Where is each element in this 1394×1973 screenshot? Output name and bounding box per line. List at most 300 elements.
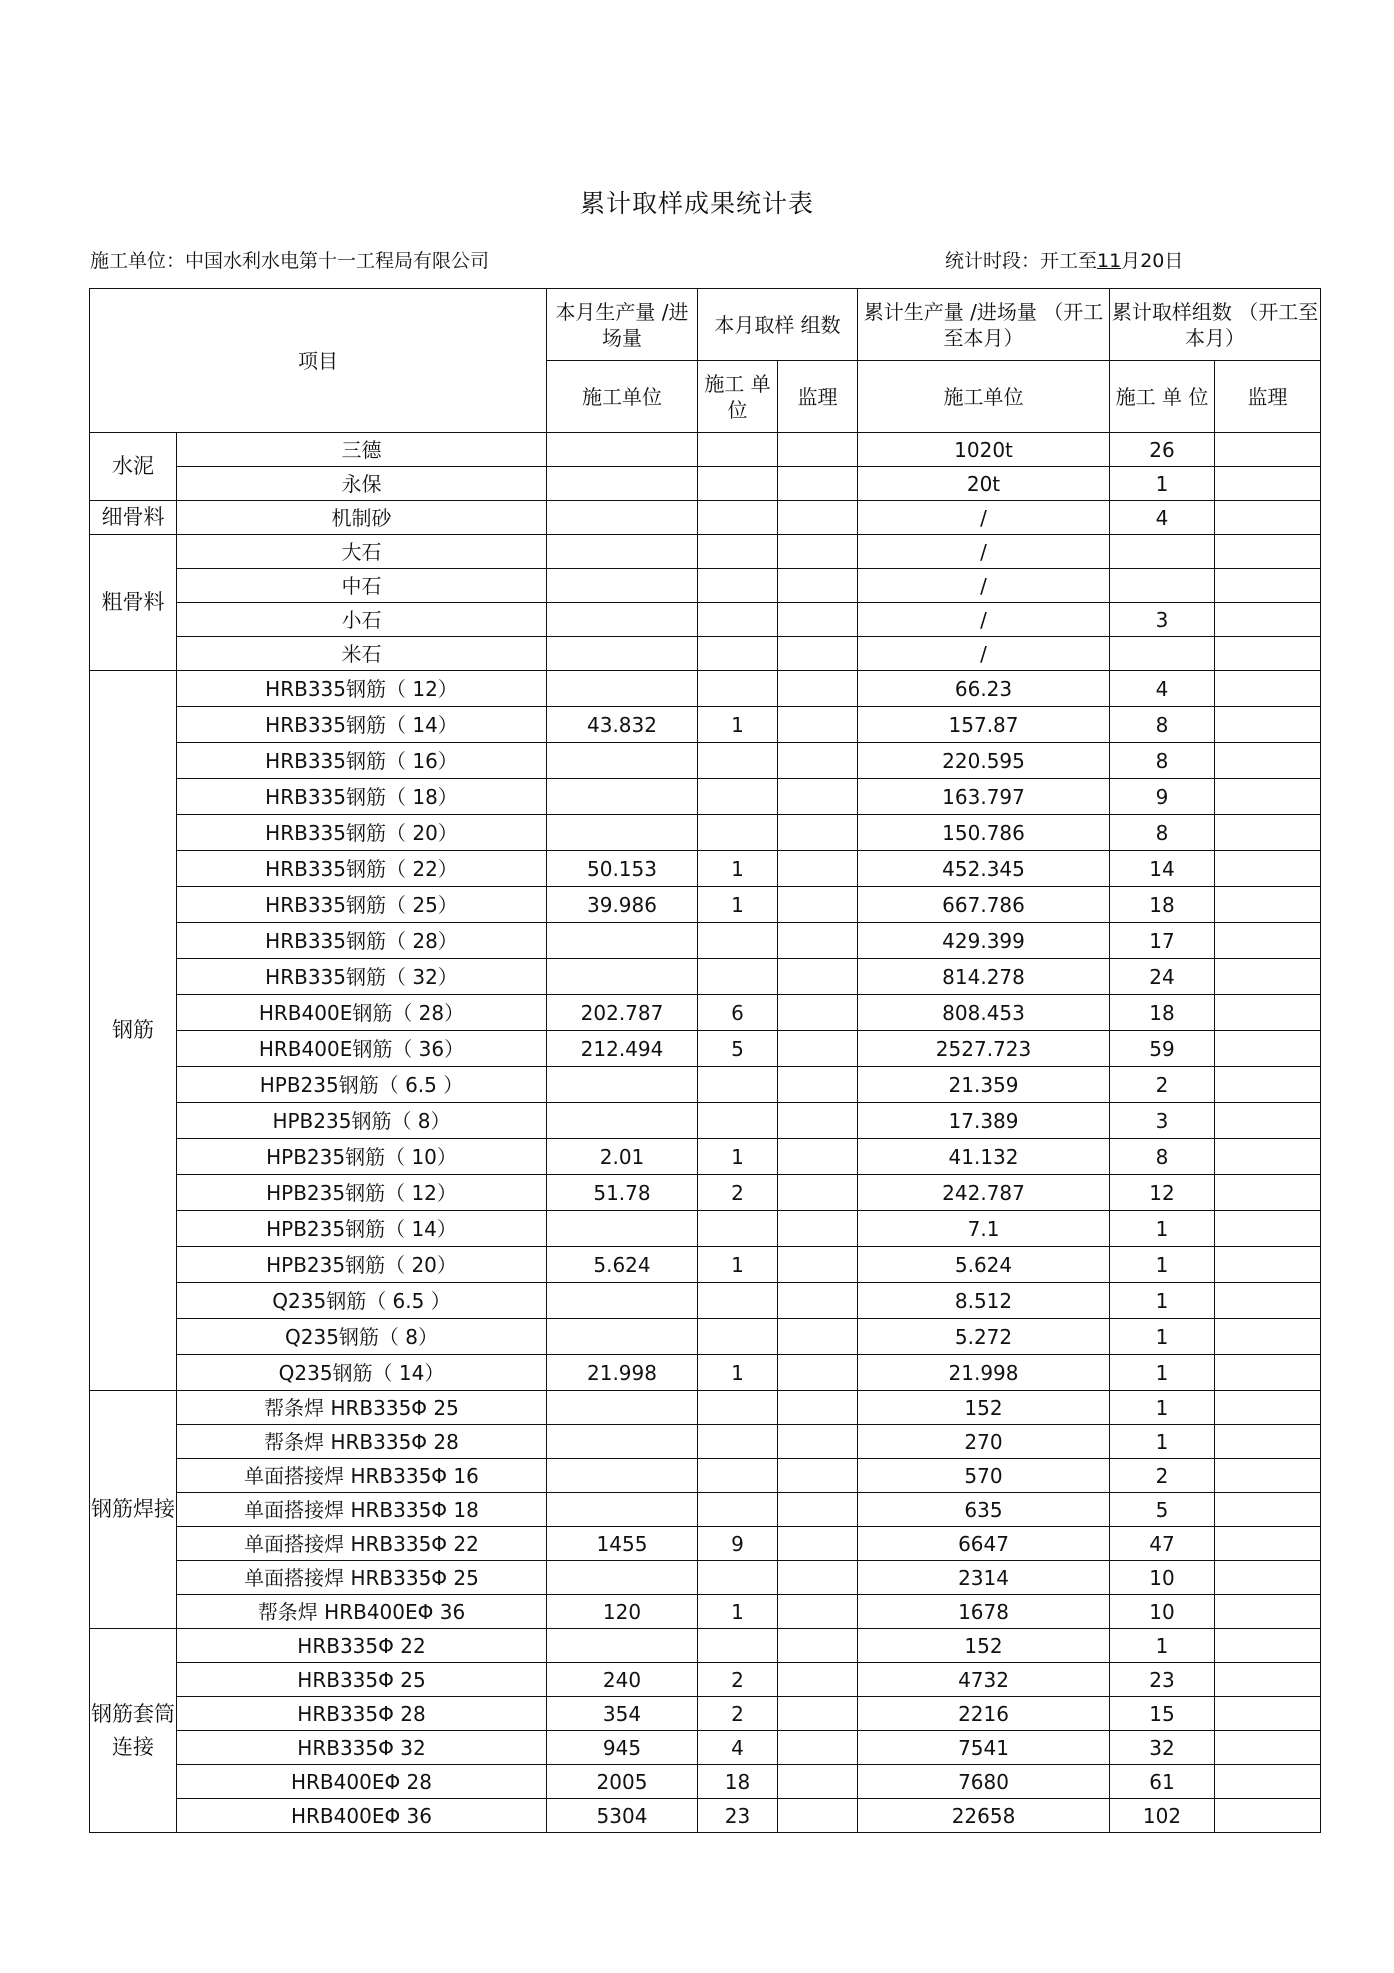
cumulative-samples-supervision-cell: [1215, 887, 1321, 923]
item-cell: 米石: [177, 637, 547, 671]
monthly-samples-construction-cell: 1: [698, 1595, 778, 1629]
monthly-samples-construction-cell: [698, 671, 778, 707]
monthly-samples-construction-cell: 4: [698, 1731, 778, 1765]
cumulative-samples-construction-cell: 8: [1110, 1139, 1215, 1175]
cumulative-samples-construction-cell: 1: [1110, 467, 1215, 501]
monthly-output-cell: 212.494: [547, 1031, 698, 1067]
item-cell: HRB400EΦ 36: [177, 1799, 547, 1833]
header-cumulative-supervision: 监理: [1215, 361, 1321, 433]
monthly-output-cell: [547, 1459, 698, 1493]
group-label: 细骨料: [90, 501, 177, 535]
table-row: [90, 707, 1321, 743]
monthly-samples-supervision-cell: [778, 959, 858, 995]
cumulative-samples-construction-cell: 3: [1110, 1103, 1215, 1139]
cumulative-samples-supervision-cell: [1215, 707, 1321, 743]
cumulative-samples-construction-cell: 9: [1110, 779, 1215, 815]
monthly-samples-supervision-cell: [778, 1103, 858, 1139]
item-cell: HRB335钢筋（ 16）: [177, 743, 547, 779]
monthly-samples-supervision-cell: [778, 1139, 858, 1175]
monthly-samples-supervision-cell: [778, 501, 858, 535]
cumulative-output-cell: 814.278: [858, 959, 1110, 995]
monthly-output-cell: 51.78: [547, 1175, 698, 1211]
monthly-samples-supervision-cell: [778, 603, 858, 637]
cumulative-samples-construction-cell: 1: [1110, 1319, 1215, 1355]
monthly-samples-supervision-cell: [778, 569, 858, 603]
cumulative-output-cell: 2216: [858, 1697, 1110, 1731]
header-monthly-samples-construction-unit: 施工 单位: [698, 361, 778, 433]
cumulative-output-cell: 667.786: [858, 887, 1110, 923]
item-cell: Q235钢筋（ 14）: [177, 1355, 547, 1391]
monthly-samples-construction-cell: [698, 1425, 778, 1459]
cumulative-output-cell: 2527.723: [858, 1031, 1110, 1067]
item-cell: HPB235钢筋（ 10）: [177, 1139, 547, 1175]
monthly-samples-supervision-cell: [778, 1731, 858, 1765]
cumulative-samples-supervision-cell: [1215, 1103, 1321, 1139]
cumulative-output-cell: 152: [858, 1629, 1110, 1663]
item-cell: HRB400E钢筋（ 36）: [177, 1031, 547, 1067]
monthly-samples-construction-cell: [698, 433, 778, 467]
table-row: [90, 1459, 1321, 1493]
cumulative-output-cell: 6647: [858, 1527, 1110, 1561]
cumulative-output-cell: 1020t: [858, 433, 1110, 467]
item-cell: HRB335Φ 28: [177, 1697, 547, 1731]
monthly-samples-construction-cell: [698, 535, 778, 569]
cumulative-samples-construction-cell: 2: [1110, 1459, 1215, 1493]
cumulative-samples-construction-cell: 14: [1110, 851, 1215, 887]
monthly-samples-construction-cell: [698, 923, 778, 959]
table-row: [90, 815, 1321, 851]
monthly-samples-construction-cell: [698, 1211, 778, 1247]
header-monthly-supervision: 监理: [778, 361, 858, 433]
cumulative-output-cell: 22658: [858, 1799, 1110, 1833]
item-cell: HRB335钢筋（ 18）: [177, 779, 547, 815]
cumulative-output-cell: 5.624: [858, 1247, 1110, 1283]
monthly-output-cell: [547, 1391, 698, 1425]
monthly-samples-construction-cell: [698, 1493, 778, 1527]
table-row: [90, 1561, 1321, 1595]
table-row: [90, 1067, 1321, 1103]
monthly-samples-supervision-cell: [778, 1459, 858, 1493]
item-cell: 小石: [177, 603, 547, 637]
cumulative-output-cell: 21.998: [858, 1355, 1110, 1391]
cumulative-samples-construction-cell: 61: [1110, 1765, 1215, 1799]
cumulative-samples-construction-cell: [1110, 535, 1215, 569]
table-row: [90, 637, 1321, 671]
monthly-samples-supervision-cell: [778, 923, 858, 959]
table-row: [90, 501, 1321, 535]
cumulative-samples-construction-cell: 2: [1110, 1067, 1215, 1103]
cumulative-output-cell: 7541: [858, 1731, 1110, 1765]
item-cell: HRB335Φ 25: [177, 1663, 547, 1697]
table-row: [90, 569, 1321, 603]
cumulative-output-cell: /: [858, 501, 1110, 535]
cumulative-samples-construction-cell: 24: [1110, 959, 1215, 995]
cumulative-output-cell: 242.787: [858, 1175, 1110, 1211]
cumulative-samples-supervision-cell: [1215, 1391, 1321, 1425]
cumulative-samples-supervision-cell: [1215, 467, 1321, 501]
cumulative-output-cell: 20t: [858, 467, 1110, 501]
monthly-samples-construction-cell: [698, 501, 778, 535]
item-cell: 中石: [177, 569, 547, 603]
item-cell: Q235钢筋（ 8）: [177, 1319, 547, 1355]
cumulative-output-cell: 220.595: [858, 743, 1110, 779]
monthly-output-cell: 21.998: [547, 1355, 698, 1391]
monthly-samples-construction-cell: 9: [698, 1527, 778, 1561]
item-cell: HRB335Φ 22: [177, 1629, 547, 1663]
monthly-samples-supervision-cell: [778, 1527, 858, 1561]
cumulative-samples-construction-cell: 32: [1110, 1731, 1215, 1765]
monthly-output-cell: [547, 1629, 698, 1663]
group-label: 钢筋套筒连接: [90, 1629, 177, 1833]
cumulative-samples-construction-cell: 15: [1110, 1697, 1215, 1731]
monthly-samples-construction-cell: 2: [698, 1663, 778, 1697]
monthly-output-cell: [547, 535, 698, 569]
table-row: [90, 1355, 1321, 1391]
table-row: [90, 603, 1321, 637]
item-cell: 帮条焊 HRB335Φ 28: [177, 1425, 547, 1459]
construction-unit-label: 施工单位：中国水利水电第十一工程局有限公司: [90, 250, 490, 272]
monthly-samples-construction-cell: [698, 603, 778, 637]
cumulative-samples-supervision-cell: [1215, 1799, 1321, 1833]
monthly-samples-supervision-cell: [778, 887, 858, 923]
monthly-output-cell: 202.787: [547, 995, 698, 1031]
cumulative-output-cell: 157.87: [858, 707, 1110, 743]
cumulative-output-cell: 17.389: [858, 1103, 1110, 1139]
monthly-output-cell: [547, 637, 698, 671]
cumulative-samples-construction-cell: [1110, 569, 1215, 603]
monthly-samples-construction-cell: [698, 1391, 778, 1425]
cumulative-samples-construction-cell: 23: [1110, 1663, 1215, 1697]
cumulative-samples-supervision-cell: [1215, 1595, 1321, 1629]
header-monthly-output: 本月生产量 /进场量: [547, 289, 698, 361]
item-cell: HRB335钢筋（ 28）: [177, 923, 547, 959]
monthly-samples-construction-cell: 1: [698, 887, 778, 923]
item-cell: HRB335钢筋（ 12）: [177, 671, 547, 707]
cumulative-samples-construction-cell: 8: [1110, 815, 1215, 851]
item-cell: HRB335钢筋（ 25）: [177, 887, 547, 923]
monthly-samples-supervision-cell: [778, 707, 858, 743]
cumulative-output-cell: 635: [858, 1493, 1110, 1527]
cumulative-samples-construction-cell: 10: [1110, 1561, 1215, 1595]
monthly-samples-construction-cell: 6: [698, 995, 778, 1031]
cumulative-samples-supervision-cell: [1215, 1731, 1321, 1765]
monthly-samples-supervision-cell: [778, 1493, 858, 1527]
monthly-samples-supervision-cell: [778, 1561, 858, 1595]
cumulative-samples-supervision-cell: [1215, 637, 1321, 671]
cumulative-samples-construction-cell: 4: [1110, 671, 1215, 707]
monthly-output-cell: 2.01: [547, 1139, 698, 1175]
cumulative-samples-supervision-cell: [1215, 1425, 1321, 1459]
cumulative-output-cell: 5.272: [858, 1319, 1110, 1355]
table-row: [90, 1663, 1321, 1697]
item-cell: 单面搭接焊 HRB335Φ 22: [177, 1527, 547, 1561]
cumulative-samples-supervision-cell: [1215, 1629, 1321, 1663]
item-cell: HRB400EΦ 28: [177, 1765, 547, 1799]
item-cell: 帮条焊 HRB335Φ 25: [177, 1391, 547, 1425]
item-cell: HPB235钢筋（ 12）: [177, 1175, 547, 1211]
table-row: [90, 959, 1321, 995]
cumulative-output-cell: 41.132: [858, 1139, 1110, 1175]
item-cell: 大石: [177, 535, 547, 569]
table-row: [90, 1211, 1321, 1247]
cumulative-samples-construction-cell: 4: [1110, 501, 1215, 535]
cumulative-samples-construction-cell: 1: [1110, 1283, 1215, 1319]
header-cumulative-samples-construction-unit: 施工 单 位: [1110, 361, 1215, 433]
monthly-samples-construction-cell: 2: [698, 1175, 778, 1211]
cumulative-samples-construction-cell: 1: [1110, 1425, 1215, 1459]
cumulative-output-cell: /: [858, 603, 1110, 637]
monthly-output-cell: [547, 603, 698, 637]
page-title: 累计取样成果统计表: [579, 189, 814, 218]
period-suffix: 月20日: [1121, 250, 1184, 272]
header-row-1: [90, 289, 1321, 361]
cumulative-samples-supervision-cell: [1215, 1247, 1321, 1283]
monthly-output-cell: [547, 743, 698, 779]
monthly-output-cell: [547, 1283, 698, 1319]
item-cell: 机制砂: [177, 501, 547, 535]
period-month: 11: [1097, 250, 1122, 272]
table-row: [90, 671, 1321, 707]
cumulative-samples-supervision-cell: [1215, 1765, 1321, 1799]
monthly-samples-supervision-cell: [778, 1355, 858, 1391]
cumulative-samples-supervision-cell: [1215, 501, 1321, 535]
table-row: [90, 1031, 1321, 1067]
cumulative-samples-supervision-cell: [1215, 1527, 1321, 1561]
cumulative-samples-construction-cell: 1: [1110, 1355, 1215, 1391]
cumulative-samples-supervision-cell: [1215, 1283, 1321, 1319]
header-monthly-construction-unit: 施工单位: [547, 361, 698, 433]
monthly-samples-supervision-cell: [778, 815, 858, 851]
table-row: [90, 467, 1321, 501]
cumulative-samples-supervision-cell: [1215, 1459, 1321, 1493]
monthly-samples-supervision-cell: [778, 637, 858, 671]
cumulative-samples-supervision-cell: [1215, 1493, 1321, 1527]
cumulative-output-cell: 163.797: [858, 779, 1110, 815]
monthly-samples-construction-cell: 5: [698, 1031, 778, 1067]
item-cell: Q235钢筋（ 6.5 ）: [177, 1283, 547, 1319]
table-row: [90, 1697, 1321, 1731]
monthly-samples-supervision-cell: [778, 1283, 858, 1319]
monthly-output-cell: 5304: [547, 1799, 698, 1833]
header-cumulative-output: 累计生产量 /进场量 （开工至本月）: [858, 289, 1110, 361]
monthly-samples-construction-cell: [698, 467, 778, 501]
cumulative-samples-supervision-cell: [1215, 603, 1321, 637]
cumulative-samples-supervision-cell: [1215, 851, 1321, 887]
table-row: [90, 1595, 1321, 1629]
monthly-output-cell: [547, 433, 698, 467]
monthly-output-cell: [547, 501, 698, 535]
cumulative-samples-supervision-cell: [1215, 1067, 1321, 1103]
monthly-output-cell: [547, 1211, 698, 1247]
monthly-samples-supervision-cell: [778, 1595, 858, 1629]
monthly-output-cell: [547, 1103, 698, 1139]
monthly-samples-construction-cell: 23: [698, 1799, 778, 1833]
period-prefix: 统计时段：开工至: [945, 250, 1098, 272]
table-row: [90, 1391, 1321, 1425]
table-row: [90, 1425, 1321, 1459]
cumulative-samples-supervision-cell: [1215, 1355, 1321, 1391]
cumulative-output-cell: 21.359: [858, 1067, 1110, 1103]
monthly-samples-supervision-cell: [778, 1663, 858, 1697]
table-row: [90, 1175, 1321, 1211]
item-cell: HPB235钢筋（ 20）: [177, 1247, 547, 1283]
monthly-samples-construction-cell: 2: [698, 1697, 778, 1731]
cumulative-samples-construction-cell: 59: [1110, 1031, 1215, 1067]
cumulative-output-cell: 8.512: [858, 1283, 1110, 1319]
cumulative-samples-supervision-cell: [1215, 569, 1321, 603]
statistics-table: [89, 288, 1321, 1833]
monthly-samples-supervision-cell: [778, 1425, 858, 1459]
monthly-samples-construction-cell: [698, 637, 778, 671]
monthly-output-cell: [547, 569, 698, 603]
cumulative-samples-supervision-cell: [1215, 1561, 1321, 1595]
cumulative-samples-supervision-cell: [1215, 959, 1321, 995]
cumulative-samples-construction-cell: 102: [1110, 1799, 1215, 1833]
monthly-output-cell: 240: [547, 1663, 698, 1697]
monthly-samples-construction-cell: [698, 779, 778, 815]
table-row: [90, 1799, 1321, 1833]
group-label: 粗骨料: [90, 535, 177, 671]
cumulative-output-cell: 429.399: [858, 923, 1110, 959]
cumulative-samples-construction-cell: 8: [1110, 707, 1215, 743]
table-row: [90, 743, 1321, 779]
cumulative-samples-supervision-cell: [1215, 743, 1321, 779]
monthly-output-cell: [547, 1493, 698, 1527]
cumulative-samples-supervision-cell: [1215, 671, 1321, 707]
cumulative-output-cell: 270: [858, 1425, 1110, 1459]
cumulative-output-cell: 808.453: [858, 995, 1110, 1031]
cumulative-samples-construction-cell: [1110, 637, 1215, 671]
monthly-output-cell: [547, 779, 698, 815]
monthly-output-cell: 5.624: [547, 1247, 698, 1283]
cumulative-samples-construction-cell: 5: [1110, 1493, 1215, 1527]
monthly-samples-construction-cell: [698, 815, 778, 851]
cumulative-samples-construction-cell: 26: [1110, 433, 1215, 467]
item-cell: HPB235钢筋（ 14）: [177, 1211, 547, 1247]
monthly-samples-supervision-cell: [778, 1697, 858, 1731]
monthly-output-cell: 2005: [547, 1765, 698, 1799]
item-cell: HRB335钢筋（ 22）: [177, 851, 547, 887]
table-row: [90, 923, 1321, 959]
monthly-samples-construction-cell: 1: [698, 1355, 778, 1391]
monthly-samples-construction-cell: [698, 1561, 778, 1595]
monthly-samples-construction-cell: [698, 1283, 778, 1319]
table-row: [90, 433, 1321, 467]
cumulative-samples-supervision-cell: [1215, 535, 1321, 569]
monthly-samples-construction-cell: 1: [698, 1139, 778, 1175]
cumulative-samples-supervision-cell: [1215, 923, 1321, 959]
cumulative-samples-supervision-cell: [1215, 1697, 1321, 1731]
cumulative-samples-construction-cell: 1: [1110, 1391, 1215, 1425]
item-cell: HRB335钢筋（ 32）: [177, 959, 547, 995]
monthly-output-cell: [547, 671, 698, 707]
monthly-samples-construction-cell: [698, 1459, 778, 1493]
monthly-output-cell: 1455: [547, 1527, 698, 1561]
cumulative-samples-supervision-cell: [1215, 433, 1321, 467]
monthly-samples-construction-cell: [698, 1319, 778, 1355]
monthly-samples-supervision-cell: [778, 1629, 858, 1663]
monthly-output-cell: [547, 467, 698, 501]
cumulative-output-cell: 7680: [858, 1765, 1110, 1799]
cumulative-output-cell: /: [858, 535, 1110, 569]
cumulative-output-cell: 452.345: [858, 851, 1110, 887]
item-cell: HPB235钢筋（ 6.5 ）: [177, 1067, 547, 1103]
cumulative-output-cell: 570: [858, 1459, 1110, 1493]
cumulative-samples-construction-cell: 17: [1110, 923, 1215, 959]
item-cell: 永保: [177, 467, 547, 501]
item-cell: HRB335Φ 32: [177, 1731, 547, 1765]
cumulative-samples-construction-cell: 18: [1110, 887, 1215, 923]
cumulative-output-cell: 150.786: [858, 815, 1110, 851]
monthly-samples-supervision-cell: [778, 1319, 858, 1355]
monthly-output-cell: 120: [547, 1595, 698, 1629]
table-row: [90, 1731, 1321, 1765]
cumulative-output-cell: 2314: [858, 1561, 1110, 1595]
header-cumulative-samples: 累计取样组数 （开工至本月）: [1110, 289, 1321, 361]
cumulative-samples-supervision-cell: [1215, 1031, 1321, 1067]
item-cell: 三德: [177, 433, 547, 467]
group-label: 钢筋焊接: [90, 1391, 177, 1629]
cumulative-output-cell: 66.23: [858, 671, 1110, 707]
monthly-samples-supervision-cell: [778, 1067, 858, 1103]
cumulative-samples-construction-cell: 1: [1110, 1247, 1215, 1283]
cumulative-output-cell: 7.1: [858, 1211, 1110, 1247]
group-label: 钢筋: [90, 671, 177, 1391]
table-row: [90, 535, 1321, 569]
table-row: [90, 1527, 1321, 1561]
cumulative-output-cell: 1678: [858, 1595, 1110, 1629]
table-row: [90, 1103, 1321, 1139]
cumulative-samples-supervision-cell: [1215, 815, 1321, 851]
monthly-output-cell: [547, 923, 698, 959]
monthly-samples-supervision-cell: [778, 467, 858, 501]
cumulative-samples-construction-cell: 8: [1110, 743, 1215, 779]
cumulative-samples-supervision-cell: [1215, 1319, 1321, 1355]
cumulative-samples-construction-cell: 10: [1110, 1595, 1215, 1629]
header-item: 项目: [90, 289, 547, 433]
monthly-samples-supervision-cell: [778, 433, 858, 467]
monthly-samples-construction-cell: 1: [698, 707, 778, 743]
cumulative-samples-construction-cell: 47: [1110, 1527, 1215, 1561]
monthly-samples-supervision-cell: [778, 1765, 858, 1799]
monthly-output-cell: [547, 1425, 698, 1459]
table-row: [90, 779, 1321, 815]
monthly-samples-construction-cell: [698, 569, 778, 603]
cumulative-output-cell: /: [858, 637, 1110, 671]
item-cell: HRB335钢筋（ 14）: [177, 707, 547, 743]
cumulative-samples-supervision-cell: [1215, 1139, 1321, 1175]
monthly-output-cell: [547, 959, 698, 995]
cumulative-output-cell: 4732: [858, 1663, 1110, 1697]
cumulative-samples-construction-cell: 1: [1110, 1629, 1215, 1663]
cumulative-samples-supervision-cell: [1215, 1211, 1321, 1247]
monthly-samples-construction-cell: [698, 1103, 778, 1139]
header-cumulative-construction-unit: 施工单位: [858, 361, 1110, 433]
monthly-samples-supervision-cell: [778, 1247, 858, 1283]
monthly-samples-supervision-cell: [778, 743, 858, 779]
table-row: [90, 1629, 1321, 1663]
monthly-output-cell: [547, 1561, 698, 1595]
item-cell: HRB335钢筋（ 20）: [177, 815, 547, 851]
monthly-samples-supervision-cell: [778, 1391, 858, 1425]
monthly-samples-construction-cell: 1: [698, 851, 778, 887]
monthly-samples-supervision-cell: [778, 995, 858, 1031]
monthly-samples-construction-cell: [698, 743, 778, 779]
cumulative-samples-construction-cell: 18: [1110, 995, 1215, 1031]
monthly-samples-construction-cell: [698, 959, 778, 995]
table-row: [90, 1765, 1321, 1799]
monthly-samples-supervision-cell: [778, 535, 858, 569]
